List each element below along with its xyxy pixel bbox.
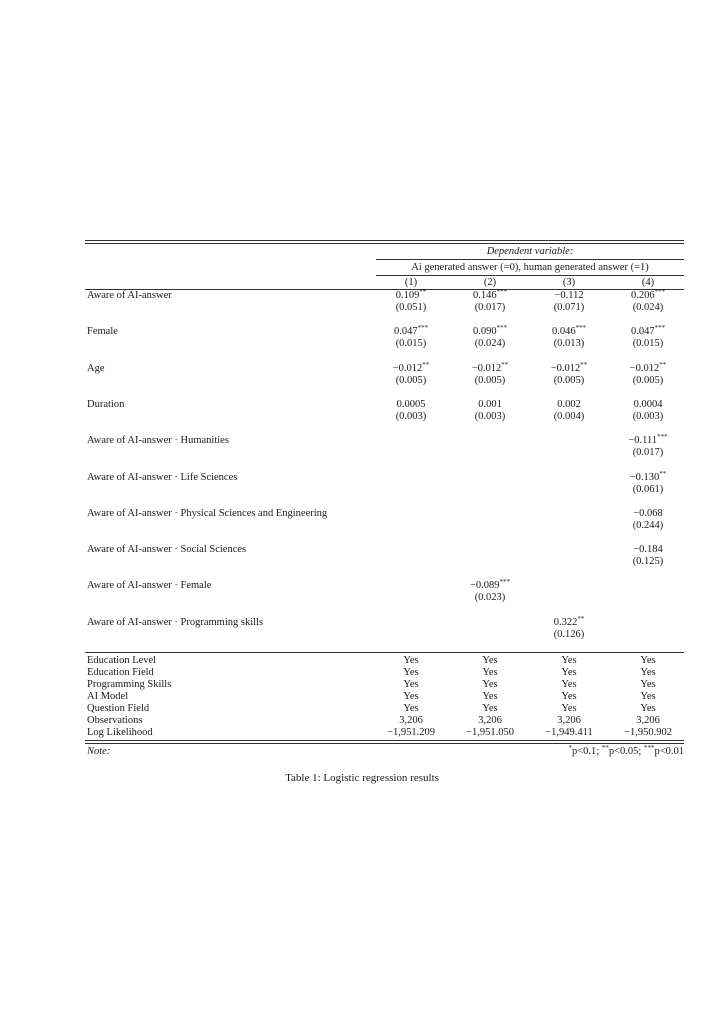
significance-stars: *** [654,324,666,332]
control-value: Yes [640,667,656,678]
control-value: 3,206 [636,715,660,726]
control-value: Yes [640,691,656,702]
control-value: Yes [403,667,419,678]
column-number-3: (3) [562,277,576,288]
control-value: Yes [482,655,498,666]
coefficient-cell [608,508,688,520]
coefficient-value: 0.001 [478,399,502,410]
row-label: Age [87,363,105,374]
significance-stars: *** [499,578,511,586]
control-label: Education Level [87,655,157,666]
coefficient-cell [450,290,530,302]
standard-error-cell: (0.003) [632,411,664,422]
standard-error-cell: (0.024) [474,338,506,349]
coefficient-cell [608,399,688,411]
coefficient-cell [450,326,530,338]
column-number-4: (4) [641,277,655,288]
coefficient-value: 0.0004 [633,399,663,410]
coefficient-value: 0.047 [393,326,418,337]
coefficient-cell [371,363,451,375]
standard-error-cell: (0.017) [632,447,664,458]
note-label: Note: [87,746,111,757]
row-label: Female [87,326,118,337]
control-label: Question Field [87,703,150,714]
row-label: Aware of AI-answer · Humanities [87,435,229,446]
control-value: 3,206 [399,715,423,726]
significance-stars: ** [659,470,667,478]
coefficient-cell [529,363,609,375]
row-label: Aware of AI-answer · Life Sciences [87,472,238,483]
coefficient-cell [371,399,451,411]
control-label: AI Model [87,691,129,702]
standard-error-cell: (0.023) [474,592,506,603]
coefficient-value: −0.184 [633,544,663,555]
coefficient-value: 0.206 [630,290,655,301]
sig-note-3: p<0.01 [654,746,684,757]
coefficient-cell [529,617,609,629]
column-number-2: (2) [483,277,497,288]
standard-error-cell: (0.126) [553,629,585,640]
control-value: Yes [403,691,419,702]
standard-error-cell: (0.017) [474,302,506,313]
control-value: Yes [640,679,656,690]
coefficient-cell [608,544,688,556]
coefficient-value: 0.146 [472,290,497,301]
header-rule-2 [376,275,684,276]
coefficient-cell [608,290,688,302]
coefficient-cell [529,326,609,338]
control-value: Yes [403,655,419,666]
standard-error-cell: (0.003) [395,411,427,422]
bottom-rule-2 [85,743,684,744]
coefficient-value: 0.109 [395,290,420,301]
row-label: Aware of AI-answer · Social Sciences [87,544,247,555]
coefficient-value: 0.0005 [396,399,426,410]
control-value: Yes [640,655,656,666]
coefficient-cell [450,580,530,592]
column-number-1: (1) [404,277,418,288]
control-value: Yes [403,703,419,714]
header-rule-1 [376,259,684,260]
significance-stars: ** [577,615,585,623]
control-value: Yes [561,679,577,690]
coefficient-value: −0.012 [629,363,660,374]
coefficient-cell [529,399,609,411]
significance-stars: *** [657,433,668,441]
significance-stars: ** [501,361,509,369]
coefficient-cell [608,472,688,484]
significance-stars: *** [654,288,666,296]
significance-stars: ** [422,361,430,369]
row-label: Aware of AI-answer · Programming skills [87,617,264,628]
control-value: Yes [482,679,498,690]
standard-error-cell: (0.015) [632,338,664,349]
row-label: Aware of AI-answer · Female [87,580,212,591]
standard-error-cell: (0.003) [474,411,506,422]
coefficient-cell [608,363,688,375]
standard-error-cell: (0.005) [553,375,585,386]
standard-error-cell: (0.125) [632,556,664,567]
significance-stars: *** [417,324,429,332]
control-value: Yes [561,667,577,678]
control-label: Log Likelihood [87,727,153,738]
sig-note-2: p<0.05 [608,746,639,757]
coefficient-cell [608,435,688,447]
standard-error-cell: (0.005) [395,375,427,386]
coefficient-cell [371,290,451,302]
control-value: −1,951.209 [387,727,435,738]
coefficient-value: −0.112 [554,290,584,301]
control-value: 3,206 [557,715,581,726]
standard-error-cell: (0.015) [395,338,427,349]
control-label: Programming Skills [87,679,172,690]
row-label: Aware of AI-answer · Physical Sciences and Engineering [87,508,328,519]
row-label: Aware of AI-answer [87,290,172,301]
control-value: Yes [561,703,577,714]
dependent-variable-heading: Dependent variable: [486,246,574,257]
coefficient-value: 0.322 [553,617,578,628]
significance-stars: *** [575,324,587,332]
coefficient-value: 0.046 [551,326,576,337]
top-rule-1 [85,240,684,241]
control-value: Yes [561,655,577,666]
coefficient-value: −0.012 [471,363,502,374]
top-rule-2 [85,243,684,244]
control-value: 3,206 [478,715,502,726]
coefficient-value: 0.002 [557,399,581,410]
significance-stars: ** [419,288,427,296]
control-label: Education Field [87,667,154,678]
control-value: Yes [482,691,498,702]
bottom-rule-1 [85,740,684,741]
row-label: Duration [87,399,125,410]
standard-error-cell: (0.013) [553,338,585,349]
standard-error-cell: (0.004) [553,411,585,422]
significance-stars: *** [496,288,508,296]
dependent-variable-description: Ai generated answer (=0), human generated answer (=1) [411,262,649,273]
coefficient-value: 0.090 [472,326,497,337]
significance-note: *p<0.1; **p<0.05; ***p<0.01 [568,744,684,757]
standard-error-cell: (0.005) [632,375,664,386]
control-value: −1,950.902 [624,727,672,738]
control-value: Yes [561,691,577,702]
control-value: Yes [482,703,498,714]
standard-error-cell: (0.051) [395,302,427,313]
coefficient-value: −0.089 [469,580,500,591]
control-label: Observations [87,715,143,726]
significance-stars: ** [580,361,588,369]
coefficient-value: −0.111 [628,435,658,446]
table-caption: Table 1: Logistic regression results [285,772,439,784]
coefficient-value: −0.012 [392,363,423,374]
standard-error-cell: (0.244) [632,520,664,531]
coefficient-cell [529,290,609,302]
coefficient-cell [450,399,530,411]
standard-error-cell: (0.071) [553,302,585,313]
significance-stars: *** [496,324,508,332]
coefficient-cell [608,326,688,338]
control-value: Yes [403,679,419,690]
coefficient-cell [371,326,451,338]
coefficient-value: −0.068 [633,508,663,519]
sig-note-1: p<0.1 [572,746,597,757]
control-value: Yes [640,703,656,714]
coefficient-value: 0.047 [630,326,655,337]
control-value: −1,949.411 [545,727,593,738]
control-value: Yes [482,667,498,678]
significance-stars: ** [659,361,667,369]
standard-error-cell: (0.061) [632,484,664,495]
controls-rule [85,652,684,653]
standard-error-cell: (0.005) [474,375,506,386]
control-value: −1,951.050 [466,727,514,738]
coefficient-value: −0.130 [629,472,660,483]
standard-error-cell: (0.024) [632,302,664,313]
coefficient-value: −0.012 [550,363,581,374]
coefficient-cell [450,363,530,375]
